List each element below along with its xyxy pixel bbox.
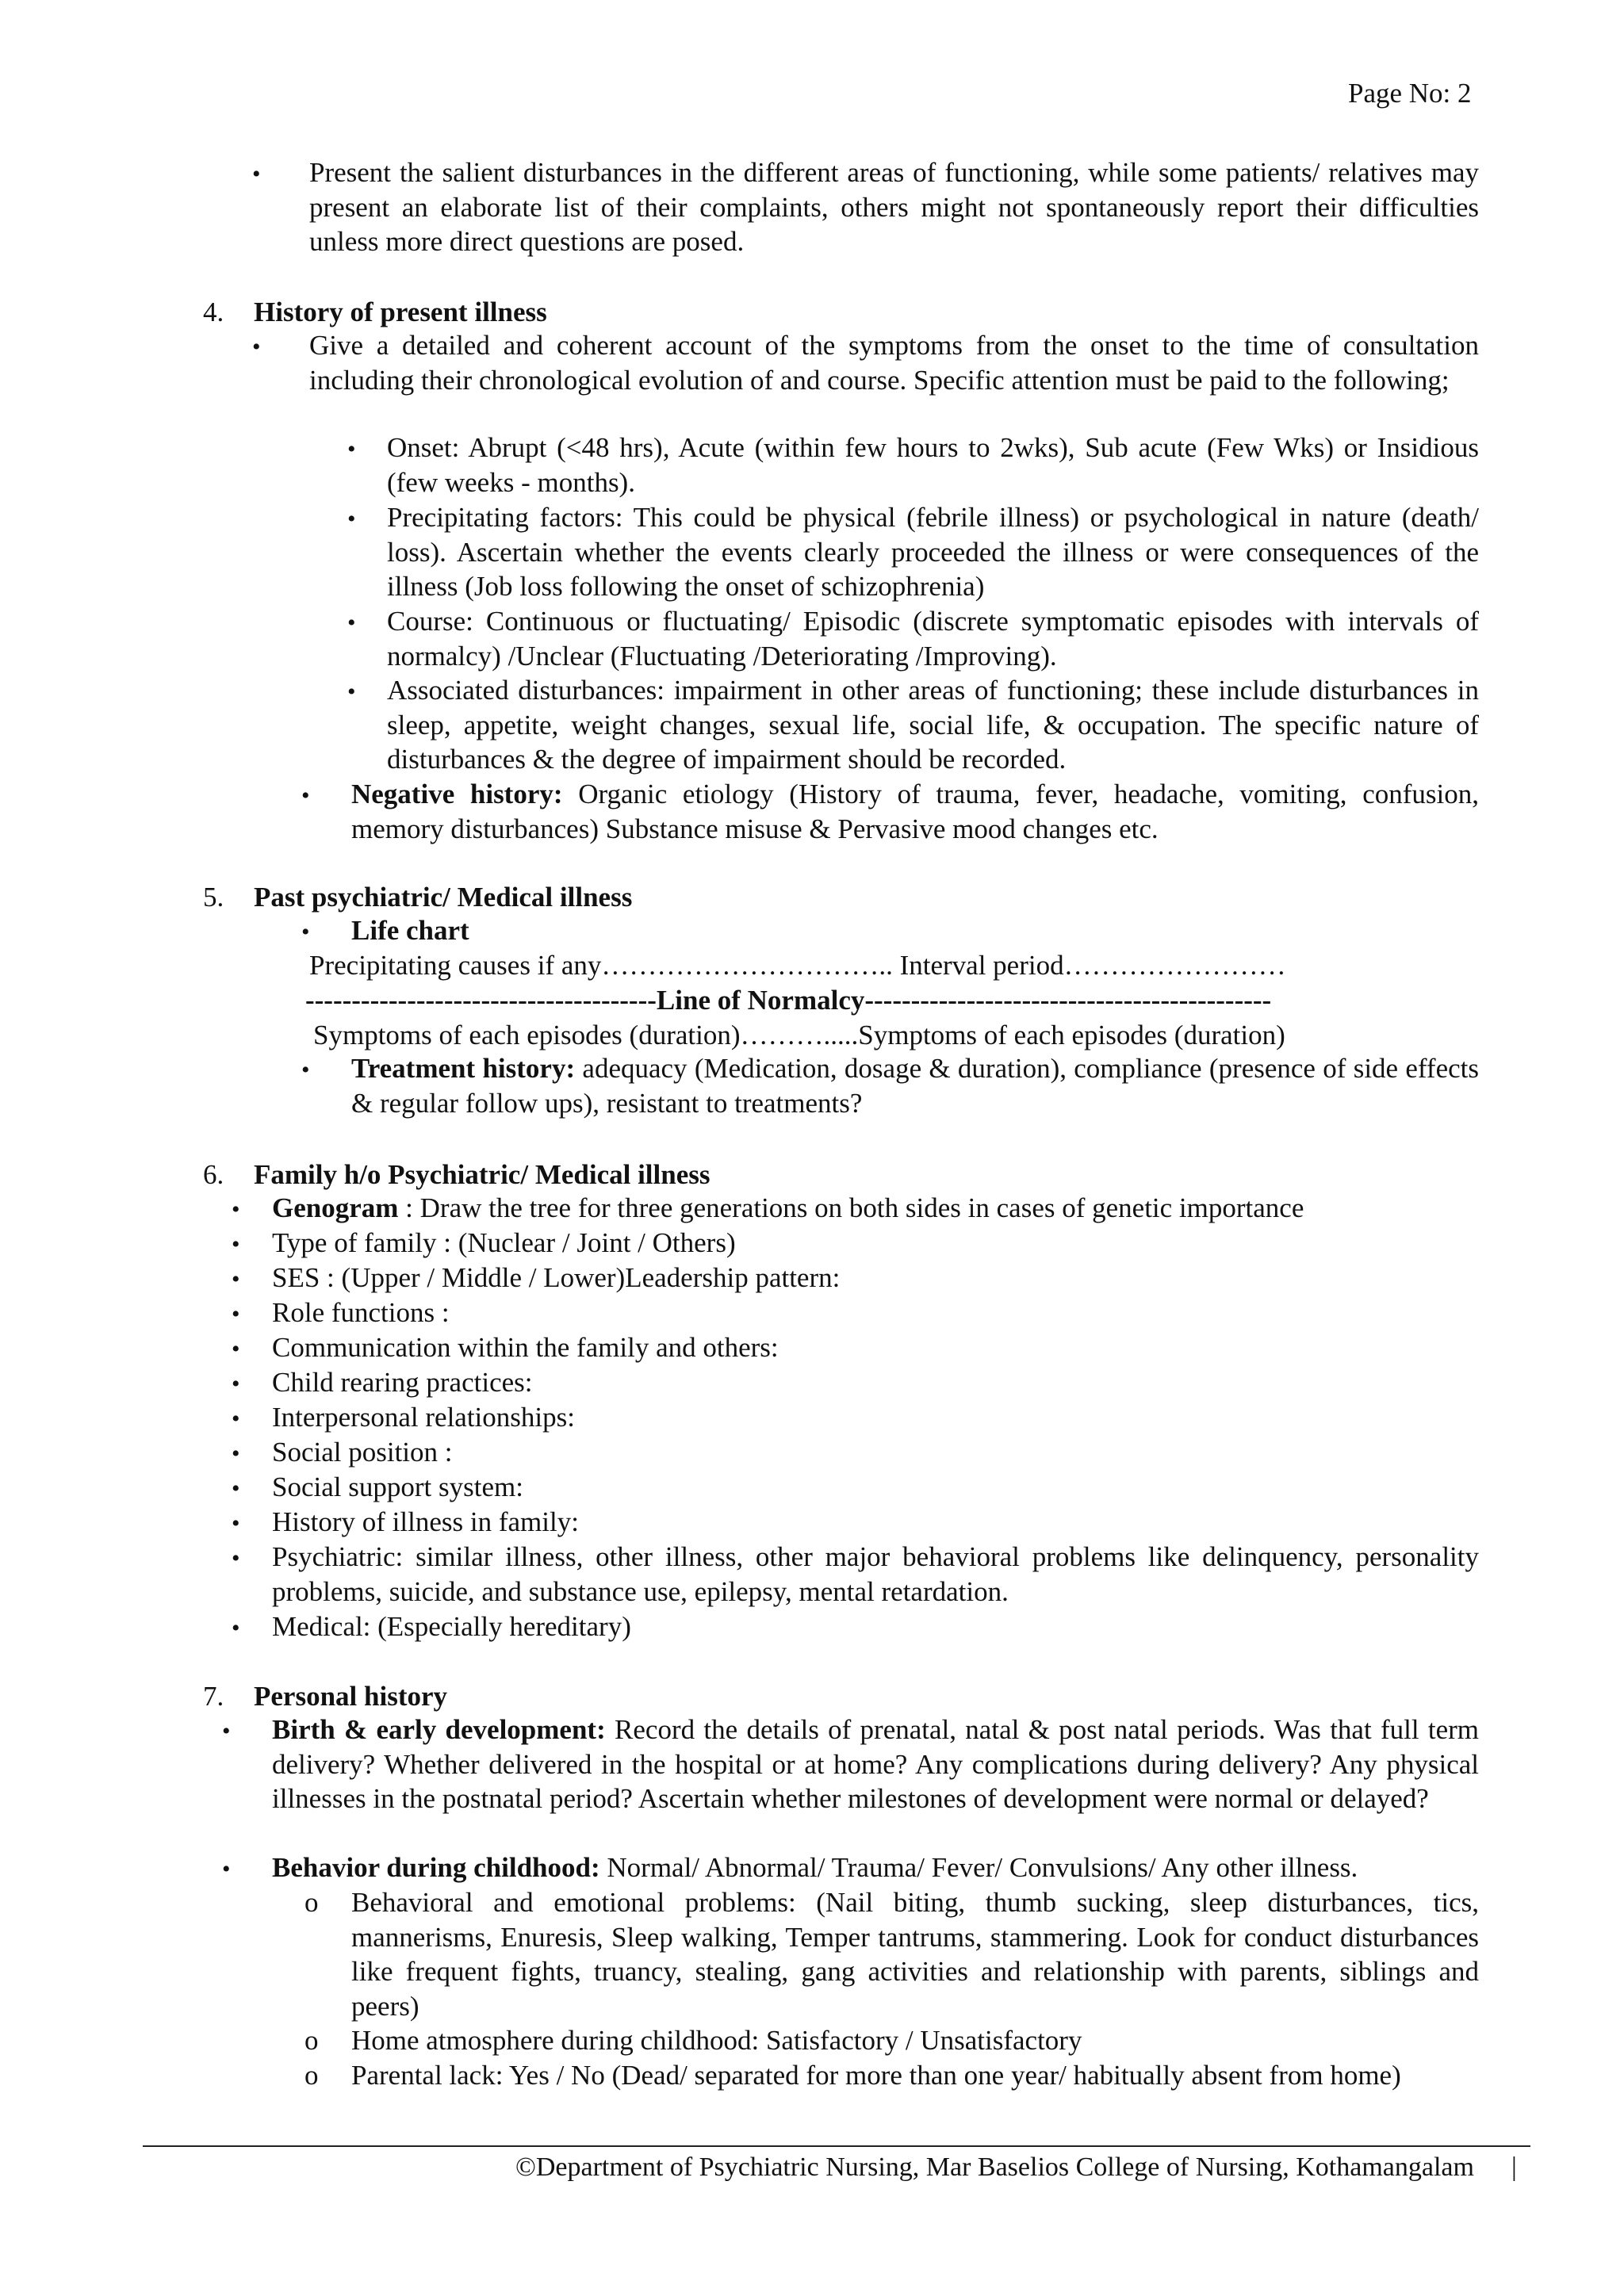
- behavioral-problems-item: Behavioral and emotional problems: (Nail biting, thumb sucking, sleep disturbances, tics, mannerisms, Enuresis, Sleep walking, Temper tantrums, stammering. Look for conduct disturbances like frequent fights, truancy, stealing, gang activities and relationship with parents, siblings and peers): [351, 1887, 1479, 2022]
- bullet-dot: •: [301, 919, 310, 945]
- negative-history-label: Negative history:: [351, 779, 563, 809]
- treatment-history: [351, 1051, 1479, 1120]
- life-chart-line3: Symptoms of each episodes (duration)……….....Symptoms of each episodes (duration): [313, 1020, 1285, 1050]
- birth-text: Record the details of prenatal, natal & post natal periods. Was that full term delivery? Whether delivered in the hospital or at home? Any complications during delivery? Any physical illnesses in the postnatal period? Ascertain whether milestones of development were normal or delayed?: [272, 1714, 1480, 1814]
- bullet-dot: •: [232, 1301, 240, 1327]
- family-item: Communication within the family and others:: [272, 1332, 779, 1363]
- section-title: Family h/o Psychiatric/ Medical illness: [254, 1159, 710, 1190]
- bullet-dot: •: [232, 1336, 240, 1362]
- treatment-history-label: Treatment history:: [351, 1053, 576, 1084]
- bullet-dot: •: [222, 1856, 231, 1882]
- family-item: History of illness in family:: [272, 1506, 579, 1537]
- behavior-childhood: [272, 1850, 1358, 1885]
- section4-main-bullet: Give a detailed and coherent account of the symptoms from the onset to the time of consultation including their chronological evolution of and course. Specific attention must be paid to the following;: [309, 330, 1479, 396]
- bullet-dot: •: [232, 1266, 240, 1292]
- normalcy-dashes-right: --------------------------------------------: [864, 985, 1272, 1016]
- bullet-dot: •: [232, 1371, 240, 1397]
- section-title: Personal history: [254, 1681, 448, 1712]
- bullet-dot: •: [301, 1057, 310, 1083]
- footer-divider: [143, 2145, 1530, 2147]
- negative-history-text: Organic etiology (History of trauma, fever, headache, vomiting, confusion, memory disturbances) Substance misuse & Pervasive mood changes etc.: [351, 779, 1479, 844]
- family-item: Social position :: [272, 1437, 453, 1468]
- birth-development: [272, 1712, 1479, 1816]
- line-of-normalcy: [305, 983, 1271, 1018]
- section-title: Past psychiatric/ Medical illness: [254, 882, 633, 913]
- bullet-dot: •: [232, 1545, 240, 1571]
- parental-lack-item: Parental lack: Yes / No (Dead/ separated for more than one year/ habitually absent from home): [351, 2060, 1401, 2091]
- bullet-dot: •: [347, 506, 356, 532]
- negative-history: [351, 777, 1479, 846]
- circle-bullet: o: [304, 1887, 319, 1918]
- normalcy-label: Line of Normalcy: [656, 985, 865, 1016]
- life-chart-label: Life chart: [351, 915, 469, 946]
- family-item: SES : (Upper / Middle / Lower)Leadership pattern:: [272, 1262, 841, 1293]
- course-item: Course: Continuous or fluctuating/ Episodic (discrete symptomatic episodes with intervals of normalcy) /Unclear (Fluctuating /Deteriorating /Improving).: [387, 606, 1479, 672]
- page-number: Page No: 2: [1348, 78, 1472, 109]
- section-number: 7.: [203, 1681, 224, 1712]
- section-number: 5.: [203, 882, 224, 913]
- bullet-dot: •: [252, 334, 261, 360]
- medical-item: Medical: (Especially hereditary): [272, 1611, 631, 1642]
- bullet-dot: •: [232, 1441, 240, 1467]
- bullet-dot: •: [232, 1615, 240, 1641]
- psychiatric-item: Psychiatric: similar illness, other illness, other major behavioral problems like delinquency, personality problems, suicide, and substance use, epilepsy, mental retardation.: [272, 1541, 1479, 1607]
- intro-bullet-text: Present the salient disturbances in the different areas of functioning, while some patients/ relatives may present an elaborate list of their complaints, others might not spontaneously report their difficulties unless more direct questions are posed.: [309, 157, 1479, 257]
- section-number: 4.: [203, 297, 224, 327]
- bullet-dot: •: [252, 161, 261, 187]
- bullet-dot: •: [222, 1718, 231, 1744]
- footer-text: ©Department of Psychiatric Nursing, Mar Baselios College of Nursing, Kothamangalam: [515, 2152, 1474, 2182]
- onset-item: Onset: Abrupt (<48 hrs), Acute (within few hours to 2wks), Sub acute (Few Wks) or Insidious (few weeks - months).: [387, 432, 1479, 498]
- circle-bullet: o: [304, 2025, 319, 2056]
- bullet-dot: •: [232, 1406, 240, 1432]
- family-item: Social support system:: [272, 1471, 523, 1502]
- bullet-dot: •: [347, 436, 356, 462]
- genogram-item: [272, 1191, 1304, 1226]
- birth-label: Birth & early development:: [272, 1714, 606, 1745]
- life-chart-line1: Precipitating causes if any………………………….. Interval period……………………: [309, 950, 1286, 981]
- behavior-label: Behavior during childhood:: [272, 1852, 600, 1883]
- footer-bar: |: [1511, 2152, 1517, 2182]
- bullet-dot: •: [347, 679, 356, 705]
- circle-bullet: o: [304, 2060, 319, 2091]
- home-atmosphere-item: Home atmosphere during childhood: Satisfactory / Unsatisfactory: [351, 2025, 1082, 2056]
- family-item: Type of family : (Nuclear / Joint / Others): [272, 1227, 736, 1258]
- bullet-dot: •: [232, 1196, 240, 1223]
- normalcy-dashes-left: --------------------------------------: [305, 985, 657, 1016]
- behavior-text: Normal/ Abnormal/ Trauma/ Fever/ Convulsions/ Any other illness.: [607, 1852, 1358, 1883]
- bullet-dot: •: [347, 610, 356, 636]
- section-title: History of present illness: [254, 297, 547, 327]
- family-item: Role functions :: [272, 1297, 450, 1328]
- precipitating-item: Precipitating factors: This could be physical (febrile illness) or psychological in nature (death/ loss). Ascertain whether the events clearly proceeded the illness or were consequences of the illness (Job loss following the onset of schizophrenia): [387, 502, 1479, 602]
- bullet-dot: •: [232, 1231, 240, 1257]
- associated-item: Associated disturbances: impairment in other areas of functioning; these include disturbances in sleep, appetite, weight changes, sexual life, social life, & occupation. The specific nature of disturbances & the degree of impairment should be recorded.: [387, 675, 1479, 775]
- genogram-label: Genogram: [272, 1192, 399, 1223]
- section-number: 6.: [203, 1159, 224, 1190]
- bullet-dot: •: [301, 783, 310, 809]
- bullet-dot: •: [232, 1510, 240, 1536]
- family-item: Child rearing practices:: [272, 1367, 533, 1398]
- bullet-dot: •: [232, 1475, 240, 1502]
- family-item: Interpersonal relationships:: [272, 1402, 575, 1433]
- genogram-text: : Draw the tree for three generations on both sides in cases of genetic importance: [405, 1192, 1304, 1223]
- treatment-history-text: adequacy (Medication, dosage & duration), compliance (presence of side effects & regular follow ups), resistant to treatments?: [351, 1053, 1479, 1119]
